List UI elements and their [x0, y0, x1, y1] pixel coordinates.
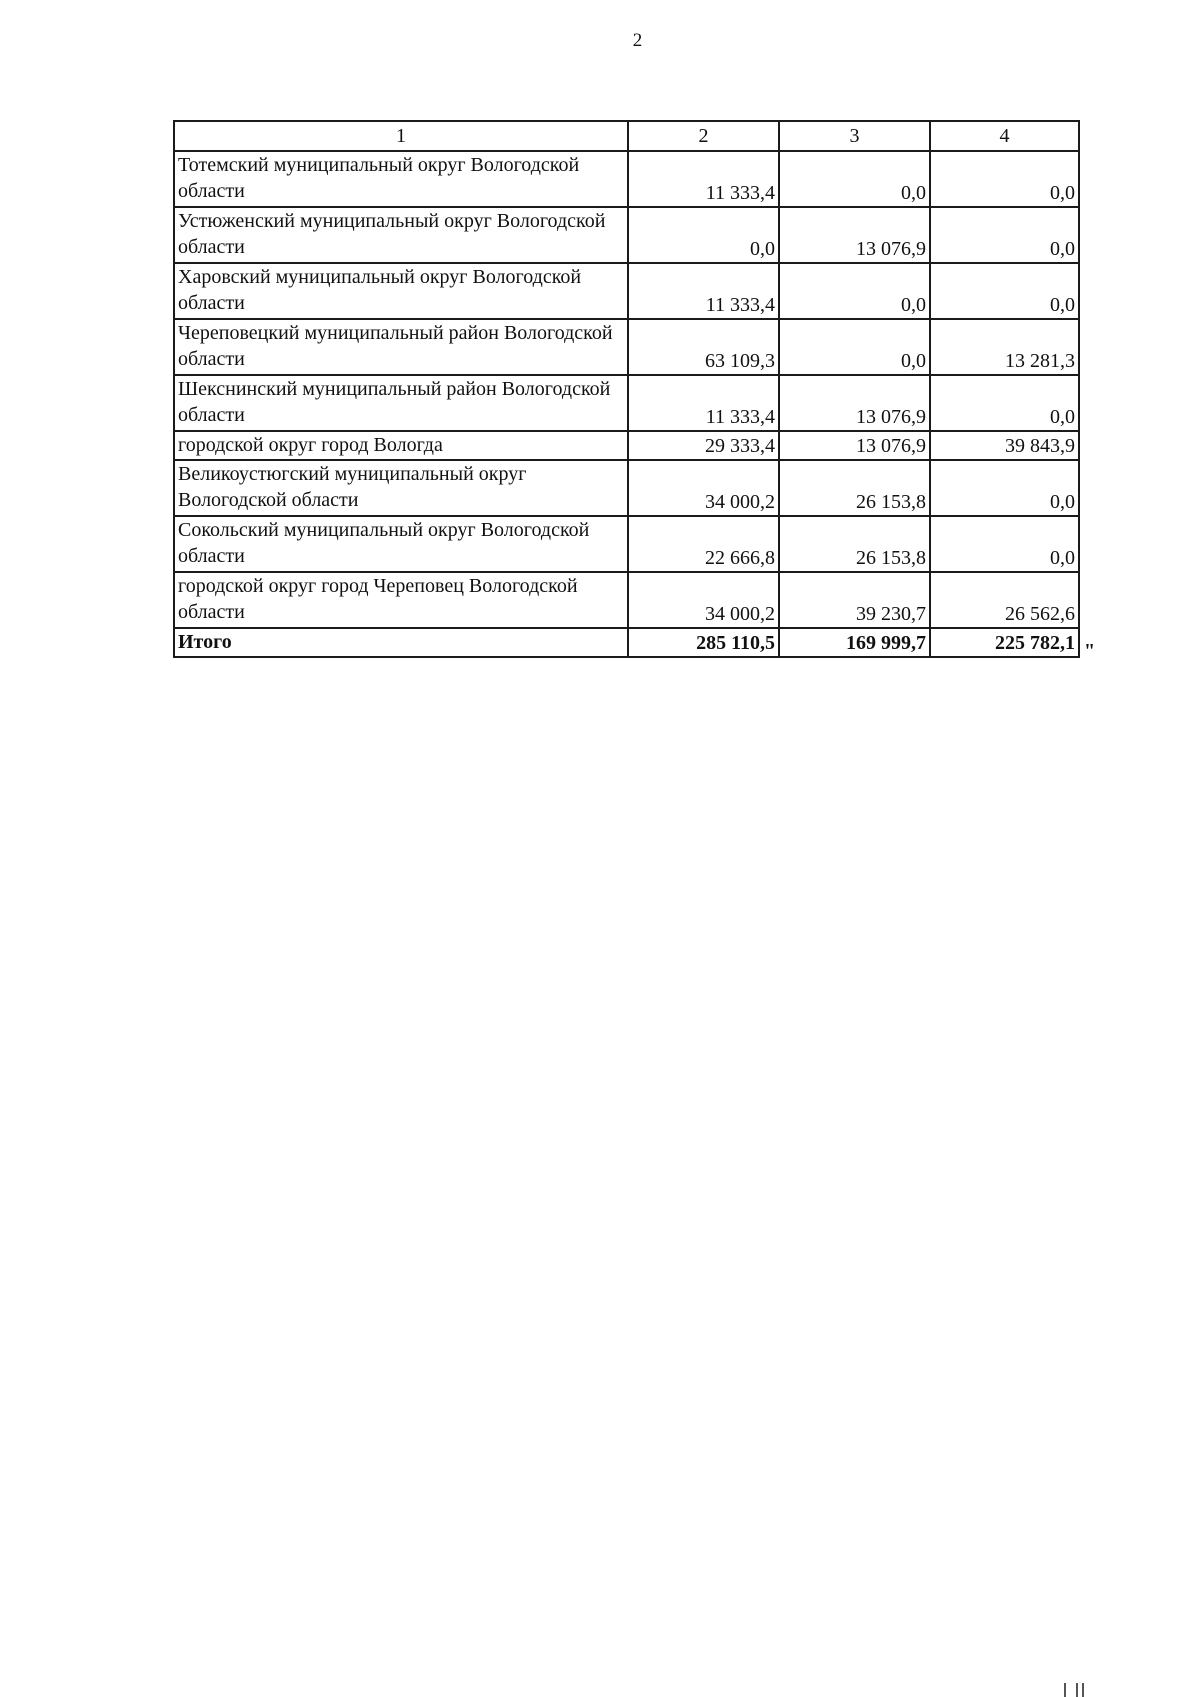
- value-col-4: 0,0: [930, 375, 1079, 431]
- value-col-4: 0,0: [930, 460, 1079, 516]
- value-col-3: 26 153,8: [779, 460, 930, 516]
- municipality-name: Устюженский муниципальный округ Вологодской области: [174, 207, 628, 263]
- municipality-name: Череповецкий муниципальный район Вологодской области: [174, 319, 628, 375]
- table-row: [174, 151, 1079, 207]
- value-col-3: 26 153,8: [779, 516, 930, 572]
- table-header-row: [174, 121, 1079, 151]
- total-row: [174, 628, 1079, 657]
- value-col-2: 29 333,4: [628, 431, 779, 460]
- value-col-4: 0,0: [930, 207, 1079, 263]
- value-col-3: 13 076,9: [779, 375, 930, 431]
- municipality-name: городской округ город Вологда: [174, 431, 628, 460]
- column-header-3: 3: [779, 121, 930, 151]
- value-col-3: 13 076,9: [779, 207, 930, 263]
- municipality-name: городской округ город Череповец Вологодской области: [174, 572, 628, 628]
- value-col-4: 0,0: [930, 263, 1079, 319]
- scan-artifact-mark: [1082, 1683, 1084, 1697]
- value-col-3: 39 230,7: [779, 572, 930, 628]
- table-row: [174, 319, 1079, 375]
- value-col-4: 39 843,9: [930, 431, 1079, 460]
- municipality-name: Харовский муниципальный округ Вологодской области: [174, 263, 628, 319]
- value-col-2: 34 000,2: [628, 460, 779, 516]
- table-row: [174, 460, 1079, 516]
- column-header-4: 4: [930, 121, 1079, 151]
- value-col-4: 0,0: [930, 516, 1079, 572]
- value-col-3: 0,0: [779, 151, 930, 207]
- municipality-name: Великоустюгский муниципальный округ Вологодской области: [174, 460, 628, 516]
- value-col-3: 13 076,9: [779, 431, 930, 460]
- value-col-2: 22 666,8: [628, 516, 779, 572]
- value-col-3: 0,0: [779, 263, 930, 319]
- table-row: [174, 516, 1079, 572]
- value-col-2: 11 333,4: [628, 151, 779, 207]
- value-col-2: 11 333,4: [628, 375, 779, 431]
- value-col-4: 13 281,3: [930, 319, 1079, 375]
- column-header-2: 2: [628, 121, 779, 151]
- page-number: 2: [632, 30, 643, 51]
- closing-quote-mark: ": [1084, 640, 1096, 662]
- value-col-2: 63 109,3: [628, 319, 779, 375]
- municipality-name: Тотемский муниципальный округ Вологодской области: [174, 151, 628, 207]
- total-col-2: 285 110,5: [628, 628, 779, 657]
- value-col-4: 0,0: [930, 151, 1079, 207]
- table-row: [174, 572, 1079, 628]
- value-col-4: 26 562,6: [930, 572, 1079, 628]
- table-row: [174, 375, 1079, 431]
- value-col-3: 0,0: [779, 319, 930, 375]
- scan-artifact-mark: [1076, 1683, 1078, 1697]
- municipality-name: Шекснинский муниципальный район Вологодской области: [174, 375, 628, 431]
- value-col-2: 0,0: [628, 207, 779, 263]
- value-col-2: 11 333,4: [628, 263, 779, 319]
- column-header-1: 1: [174, 121, 628, 151]
- budget-distribution-table: [173, 120, 1080, 658]
- total-label: Итого: [174, 628, 628, 657]
- table-row: [174, 263, 1079, 319]
- table-row: [174, 431, 1079, 460]
- total-col-3: 169 999,7: [779, 628, 930, 657]
- table-row: [174, 207, 1079, 263]
- total-col-4: 225 782,1: [930, 628, 1079, 657]
- municipality-name: Сокольский муниципальный округ Вологодской области: [174, 516, 628, 572]
- scan-artifact-mark: [1064, 1683, 1066, 1697]
- value-col-2: 34 000,2: [628, 572, 779, 628]
